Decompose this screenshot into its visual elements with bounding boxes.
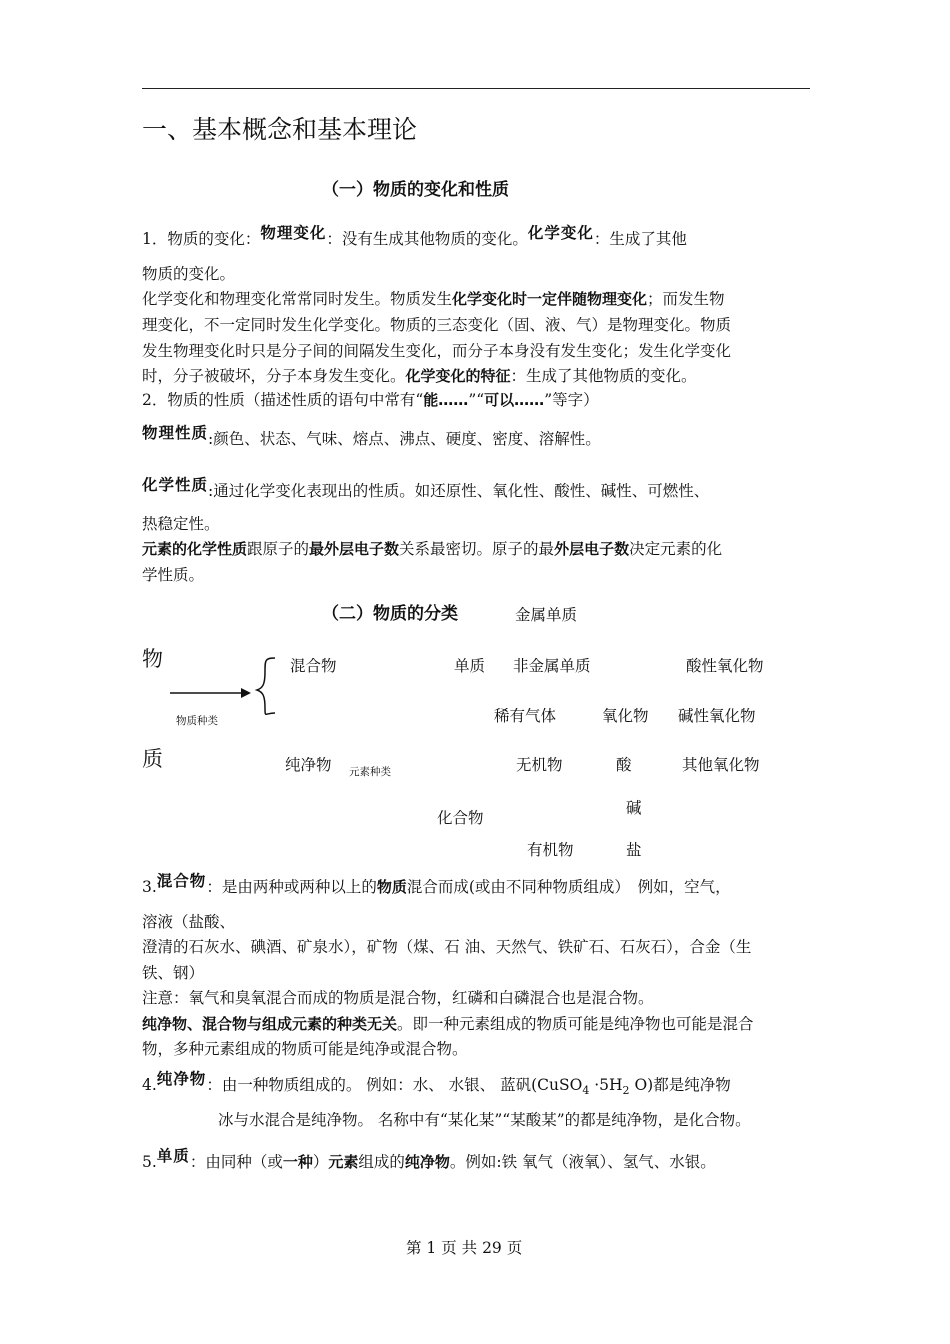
- para-element: 5.单质：由同种（或一种）元素组成的纯净物。例如:铁 氧气（液氧）、氢气、水银。: [142, 1147, 716, 1171]
- arrow-label: 物质种类: [176, 715, 218, 727]
- para-mixture-line3: 澄清的石灰水、碘酒、矿泉水），矿物（煤、石 油、天然气、铁矿石、石灰石），合金（生: [142, 938, 752, 956]
- node-element: 单质: [454, 657, 486, 675]
- page-heading: 一、基本概念和基本理论: [142, 115, 418, 144]
- arrow-head-icon: [241, 688, 251, 698]
- para-2-line4: 时，分子被破坏，分子本身发生变化。化学变化的特征：生成了其他物质的变化。: [142, 367, 697, 385]
- node-salt: 盐: [626, 841, 642, 859]
- para-6-line2: 学性质。: [142, 566, 205, 584]
- node-inorganic: 无机物: [516, 756, 563, 774]
- page-footer: 第 1 页 共 29 页: [406, 1239, 523, 1257]
- node-basic-oxide: 碱性氧化物: [678, 707, 756, 725]
- para-1-line1: 1．物质的变化：物理变化：没有生成其他物质的变化。化学变化：生成了其他: [142, 224, 687, 248]
- para-2-line3: 发生物理变化时只是分子间的间隔发生变化，而分子本身没有发生变化；发生化学变化: [142, 342, 732, 360]
- para-3: 2．物质的性质（描述性质的语句中常有“能……”“可以……”等字）: [142, 391, 599, 409]
- node-noble-gas: 稀有气体: [494, 707, 557, 725]
- chemical-property-line2: 热稳定性。: [142, 515, 220, 533]
- classification-arrow-brace: [165, 650, 285, 720]
- element-type-label: 元素种类: [349, 766, 391, 778]
- para-mixture: 3.混合物：是由两种或两种以上的物质混合而成(或由不同种物质组成） 例如，空气，: [142, 872, 731, 896]
- node-organic: 有机物: [527, 841, 574, 859]
- node-mixture: 混合物: [290, 657, 337, 675]
- para-mixture-note: 注意：氧气和臭氧混合而成的物质是混合物，红磷和白磷混合也是混合物。: [142, 989, 654, 1007]
- node-acidic-oxide: 酸性氧化物: [686, 657, 764, 675]
- section1-title: （一）物质的变化和性质: [322, 180, 509, 200]
- node-compound: 化合物: [437, 809, 484, 827]
- label-wu: 物: [142, 647, 163, 671]
- chemical-property: 化学性质:通过化学变化表现出的性质。如还原性、氧化性、酸性、碱性、可燃性、: [142, 476, 710, 500]
- node-other-oxide: 其他氧化物: [682, 756, 760, 774]
- para-mixture-line4: 铁、钢）: [142, 964, 205, 982]
- para-pure-substance: 4.纯净物：由一种物质组成的。 例如：水、 水银、 蓝矾(CuSO$_4$ $\cdot 5H_2$ O)都是纯净物: [142, 1070, 731, 1098]
- para-2-line1: 化学变化和物理变化常常同时发生。物质发生化学变化时一定伴随物理变化；而发生物: [142, 290, 725, 308]
- section2-title: （二）物质的分类: [322, 604, 458, 624]
- top-rule: [142, 88, 810, 89]
- brace-icon: [257, 658, 275, 714]
- node-oxide: 氧化物: [602, 707, 649, 725]
- para-mixture-line2: 溶液（盐酸、: [142, 913, 236, 931]
- para-1-line2: 物质的变化。: [142, 265, 236, 283]
- para-2-line2: 理变化，不一定同时发生化学变化。物质的三态变化（固、液、气）是物理变化。物质: [142, 316, 732, 334]
- para-pure-substance-line2: 冰与水混合是纯净物。 名称中有“某化某”“某酸某”的都是纯净物，是化合物。: [218, 1111, 751, 1129]
- node-base: 碱: [626, 799, 642, 817]
- label-zhi: 质: [142, 747, 163, 771]
- node-pure-substance: 纯净物: [285, 756, 332, 774]
- node-metal-element: 金属单质: [515, 606, 578, 624]
- para-6-line1: 元素的化学性质跟原子的最外层电子数关系最密切。原子的最外层电子数决定元素的化: [142, 540, 723, 558]
- physical-property: 物理性质:颜色、状态、气味、熔点、沸点、硬度、密度、溶解性。: [142, 424, 601, 448]
- node-acid: 酸: [616, 756, 632, 774]
- para-8-line1: 纯净物、混合物与组成元素的种类无关。即一种元素组成的物质可能是纯净物也可能是混合: [142, 1015, 754, 1033]
- node-nonmetal-element: 非金属单质: [513, 657, 591, 675]
- para-8-line2: 物，多种元素组成的物质可能是纯净或混合物。: [142, 1040, 468, 1058]
